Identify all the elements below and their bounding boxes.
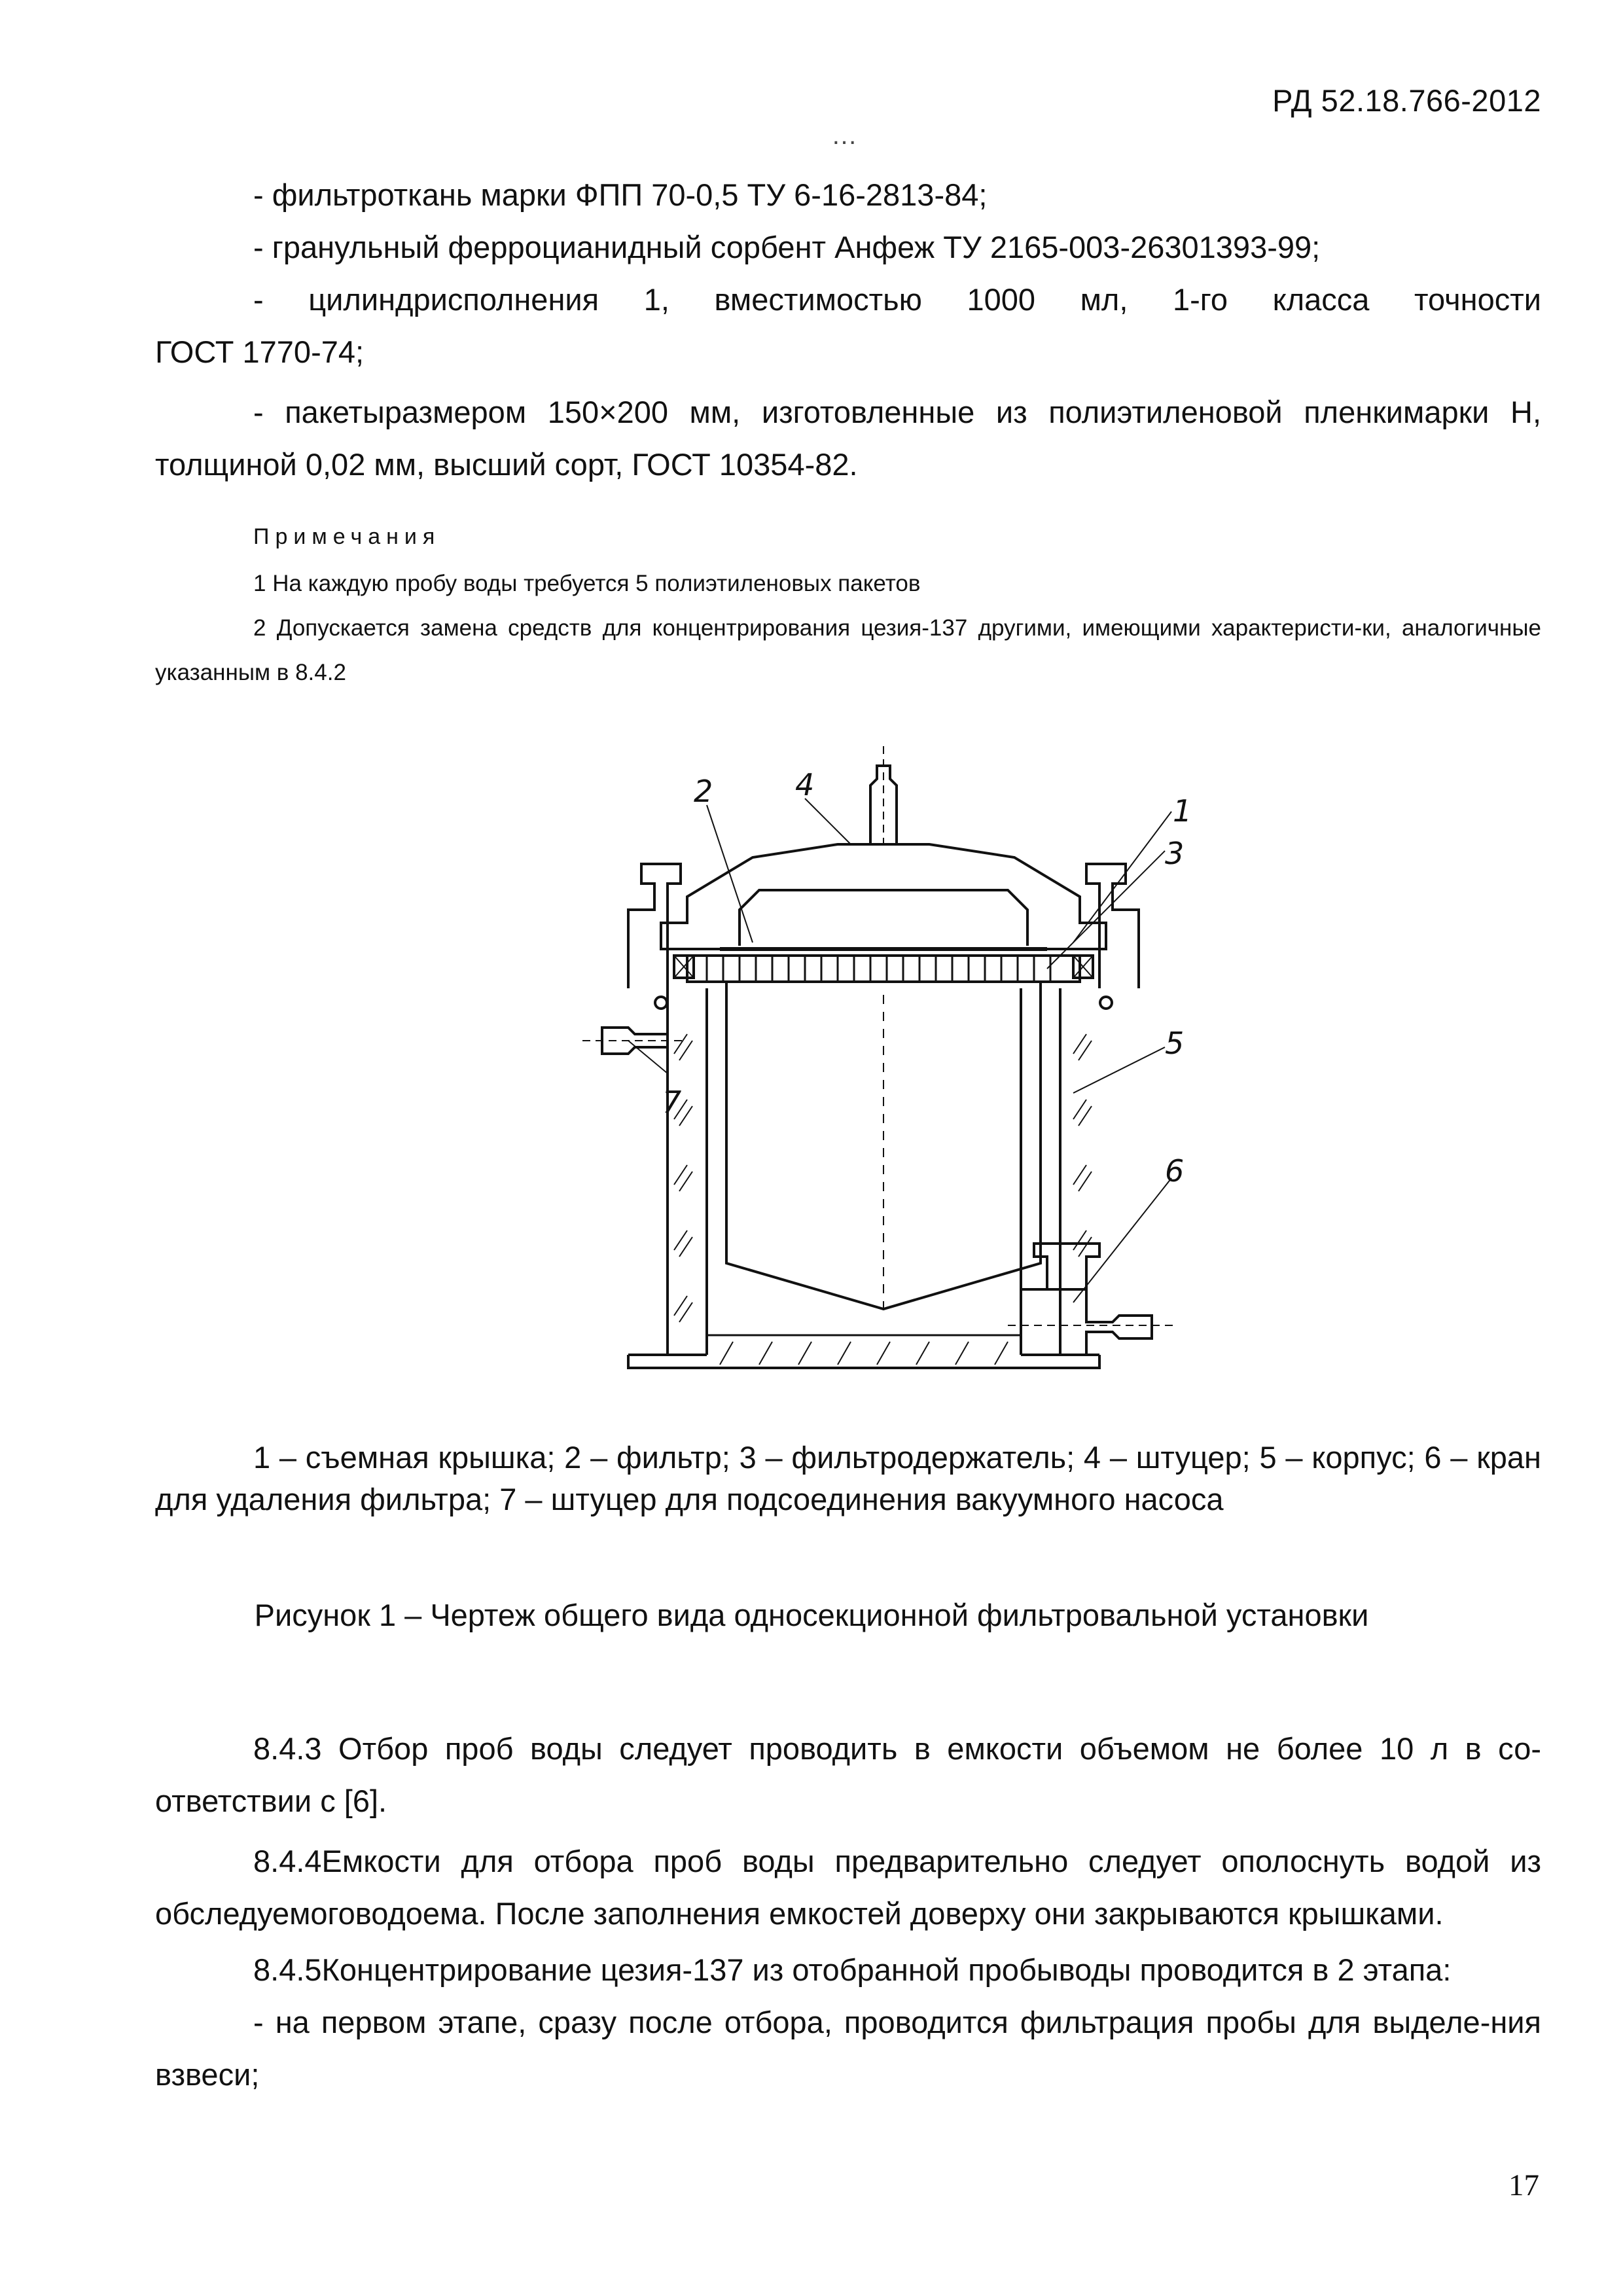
- label-2: 2: [694, 774, 713, 809]
- filter-unit-drawing: [589, 746, 1192, 1394]
- paragraph: 8.4.4Емкости для отбора проб воды предварительно следует ополоснуть водой из обследуемоговодоема. После заполнения емкостей доверху они закрываются крышками.: [155, 1844, 1541, 1931]
- housing-base: [628, 1355, 1099, 1368]
- page-number: 17: [1508, 2168, 1539, 2202]
- ellipsis: …: [831, 121, 857, 150]
- label-1: 1: [1173, 793, 1192, 829]
- list-item: - пакетыразмером 150×200 мм, изготовленные из полиэтиленовой пленкимарки Н,: [253, 395, 1541, 429]
- notes-title: Примечания: [253, 524, 441, 549]
- list-item-continuation: ГОСТ 1770-74;: [155, 334, 365, 369]
- figure-legend: [155, 1437, 1541, 1520]
- note-item: 1 На каждую пробу воды требуется 5 полиэтиленовых пакетов: [253, 571, 921, 596]
- label-5: 5: [1165, 1026, 1185, 1061]
- note-item: 2 Допускается замена средств для концентрирования цезия-137 другими, имеющими характеристи-ки, аналогичные указанным в 8.4.2: [155, 615, 1541, 685]
- materials-list: [155, 169, 1541, 491]
- label-4: 4: [795, 767, 815, 802]
- list-item: - фильтроткань марки ФПП 70-0,5 ТУ 6-16-2813-84;: [253, 177, 988, 212]
- removable-lid: [661, 844, 1106, 949]
- label-6: 6: [1165, 1153, 1185, 1189]
- legend-text: 1 – съемная крышка; 2 – фильтр; 3 – фильтродержатель; 4 – штуцер; 5 – корпус; 6 – кран для удаления фильтра; 7 – штуцер для подсоединения вакуумного насоса: [155, 1440, 1541, 1516]
- drain-valve: [1021, 1289, 1152, 1355]
- paragraph: - на первом этапе, сразу после отбора, проводится фильтрация пробы для выделе-ния взвеси;: [155, 2005, 1541, 2092]
- figure-title: Рисунок 1 – Чертеж общего вида односекционной фильтровальной установки: [254, 1598, 1369, 1632]
- paragraph: 8.4.5Концентрирование цезия-137 из отобранной пробыводы проводится в 2 этапа:: [253, 1952, 1452, 1987]
- list-item: - гранульный ферроцианидный сорбент Анфеж ТУ 2165-003-26301393-99;: [253, 230, 1321, 264]
- notes-section: [155, 517, 1541, 695]
- paragraph: 8.4.3 Отбор проб воды следует проводить в емкости объемом не более 10 л в со-ответствии с [6].: [155, 1731, 1541, 1818]
- list-item-continuation: толщиной 0,02 мм, высший сорт, ГОСТ 10354-82.: [155, 447, 858, 482]
- doc-code: РД 52.18.766-2012: [1272, 83, 1541, 118]
- list-item: - цилиндрисполнения 1, вместимостью 1000 мл, 1-го класса точности: [253, 282, 1541, 317]
- label-7: 7: [662, 1085, 682, 1120]
- filter-holder: [687, 956, 1080, 982]
- body-text: [155, 1723, 1541, 2101]
- housing-left-wall: [668, 988, 707, 1355]
- label-3: 3: [1165, 836, 1185, 871]
